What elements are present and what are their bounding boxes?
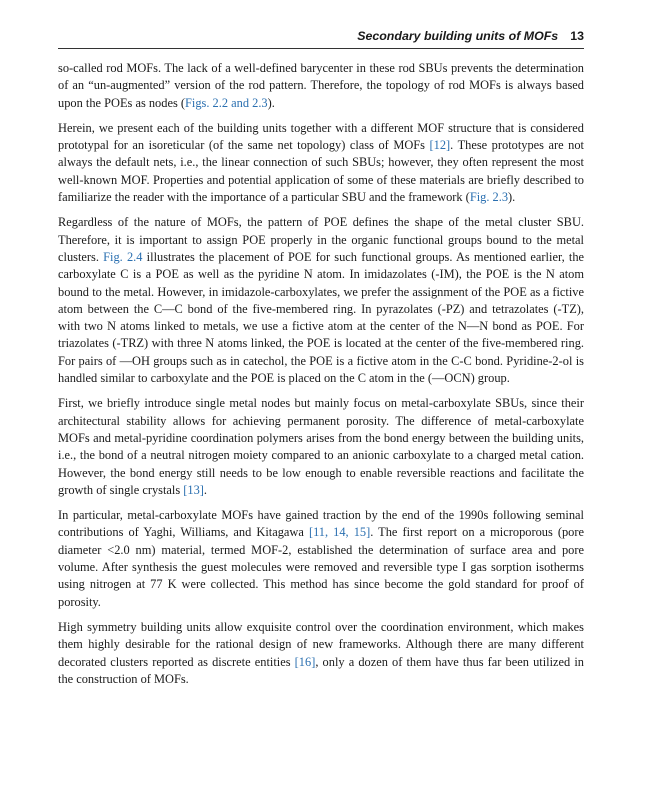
cross-reference-link[interactable]: [12]: [429, 138, 451, 153]
paragraph-text: ).: [508, 190, 516, 205]
body-text: [58, 60, 584, 696]
paragraph-text: illustrates the placement of POE for such functional groups. As mentioned earlier, the carboxylate C is a POE as well as the pyridine N atom. In imidazolates (-IM), the POE is the N atom bound to the metal. However, in imidazole-carboxylates, we prefer the assignment of the POE as a fictive atom between the C—C bond of the five-membered ring. In pyrazolates (-PZ) and tetrazolates (-TZ), with two N atoms linked to metals, we use a fictive atom at the center of the N—N bond as POE. For triazolates (-TRZ) with three N atoms linked, the POE is located at the center of the five-membered ring. For pairs of —OH groups such as in catechol, the POE is a fictive atom in the C-C bond. Pyridine-2-ol is handled similar to carboxylate and the POE is placed on the C atom in the (—OCN) group.: [58, 249, 585, 386]
paragraph-text: . The first report on a microporous (pore diameter <2.0 nm) material, termed MOF-2, established the determination of surface area and pore volume. After synthesis the guest molecules were removed and reversible type I gas sorption isotherms using nitrogen at 77 K were collected. This method has since become the gold standard for proof of porosity.: [58, 525, 585, 609]
header-title: Secondary building units of MOFs: [357, 29, 559, 43]
paragraph-text: ).: [267, 95, 275, 110]
paragraph-text: so-called rod MOFs. The lack of a well-defined barycenter in these rod SBUs prevents the determination of an “un-augmented” version of the rod pattern. Therefore, the topology of rod MOFs is always based upon the POEs as nodes (: [58, 61, 584, 110]
cross-reference-link[interactable]: Figs. 2.2 and 2.3: [185, 95, 268, 110]
paragraph: [58, 507, 584, 611]
paragraph-text: First, we briefly introduce single metal nodes but mainly focus on metal-carboxylate SBUs, since their architectural stability allows for achieving permanent porosity. The difference of metal-carboxylate MOFs and metal-pyridine coordination polymers arises from the bond energy between the building units, i.e., the bond of a neutral nitrogen moiety compared to an anionic carboxylate to a charged metal cation. However, the bond energy still needs to be low enough to enable reversible reactions and facilitate the growth of single crystals: [58, 396, 584, 497]
paragraph-text: Herein, we present each of the building units together with a different MOF structure that is considered prototypal for an isoreticular (of the same net topology) class of MOFs: [58, 120, 584, 153]
cross-reference-link[interactable]: Fig. 2.3: [469, 190, 509, 205]
cross-reference-link[interactable]: [11, 14, 15]: [308, 525, 371, 540]
page-number: 13: [570, 29, 584, 43]
cross-reference-link[interactable]: [16]: [294, 654, 316, 669]
paragraph-text: .: [203, 482, 208, 497]
paragraph: [58, 120, 584, 206]
paragraph: [58, 60, 584, 112]
cross-reference-link[interactable]: [13]: [183, 482, 204, 497]
paragraph: [58, 214, 584, 387]
paragraph-text: High symmetry building units allow exquisite control over the coordination environment, which makes them highly desirable for the rational design of new frameworks. Although there are many different decorated clusters reported as discrete entities: [58, 619, 584, 669]
running-header: [58, 27, 584, 45]
header-rule: [58, 48, 584, 49]
cross-reference-link[interactable]: Fig. 2.4: [103, 249, 143, 264]
paragraph-text: . These prototypes are not always the default nets, i.e., the linear connection of such SBUs; however, they often represent the most well-known MOF. Properties and potential application of some of these materials are briefly described to familiarize the reader with the importance of a particular SBU and the framework (: [58, 138, 584, 205]
paragraph: [58, 619, 584, 688]
paragraph-text: , only a dozen of them have thus far been utilized in the construction of MOFs.: [58, 654, 584, 686]
paragraph: [58, 395, 584, 499]
paragraph-text: In particular, metal-carboxylate MOFs have gained traction by the end of the 1990s following seminal contributions of Yaghi, Williams, and Kitagawa: [58, 508, 584, 540]
paragraph-text: Regardless of the nature of MOFs, the pattern of POE defines the shape of the metal cluster SBU. Therefore, it is important to assign POE properly in the organic functional groups bound to the metal clusters.: [58, 215, 584, 264]
